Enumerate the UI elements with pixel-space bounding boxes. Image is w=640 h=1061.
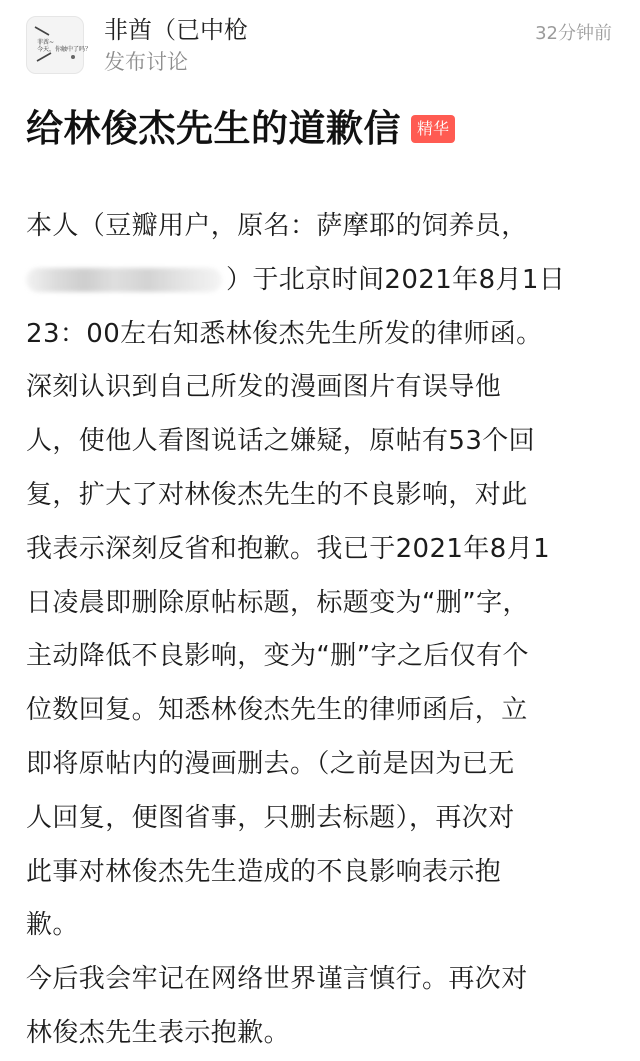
body-line: 人回复，便图省事，只删去标题），再次对 xyxy=(26,802,515,833)
body-line: 本人（豆瓣用户，原名：萨摩耶的饲养员， xyxy=(26,211,528,241)
body-line: 我表示深刻反省和抱歉。我已于2021年8月1 xyxy=(26,533,551,564)
body-line-text: ）于北京时间2021年8月1日 xyxy=(226,264,566,295)
avatar[interactable] xyxy=(26,16,92,74)
body-line: 日凌晨即删除原帖标题，标题变为“删”字， xyxy=(26,587,529,618)
redacted-username-blur xyxy=(26,268,222,292)
body-line: 林俊杰先生表示抱歉。 xyxy=(26,1017,291,1048)
body-line: 深刻认识到自己所发的漫画图片有误导他 xyxy=(26,372,502,403)
body-line: 歉。 xyxy=(26,910,79,941)
post-title-row xyxy=(26,104,455,154)
post-header xyxy=(0,0,640,90)
body-line: 复，扩大了对林俊杰先生的不良影响，对此 xyxy=(26,479,528,510)
body-line-with-redaction xyxy=(26,254,622,308)
body-line: 今后我会牢记在网络世界谨言慎行。再次对 xyxy=(26,964,528,995)
post-body xyxy=(26,200,622,1061)
post-timestamp: 32分钟前 xyxy=(535,23,612,44)
avatar-caption-line: 今天，你触中了吗？ xyxy=(37,46,92,53)
avatar-caption xyxy=(37,39,91,53)
avatar-caption-line: 菲酋~ xyxy=(37,39,55,46)
featured-badge: 精华 xyxy=(411,115,455,143)
post-action-label: 发布讨论 xyxy=(104,50,188,74)
body-line: 主动降低不良影响，变为“删”字之后仅有个 xyxy=(26,641,529,672)
post-title: 给林俊杰先生的道歉信 xyxy=(26,107,401,150)
body-line: 位数回复。知悉林俊杰先生的律师函后，立 xyxy=(26,695,528,726)
body-line: 即将原帖内的漫画删去。（之前是因为已无 xyxy=(26,748,515,779)
body-line: 人，使他人看图说话之嫌疑，原帖有53个回 xyxy=(26,426,536,457)
username[interactable]: 非酋（已中枪 xyxy=(104,16,248,44)
body-line: 23：00左右知悉林俊杰先生所发的律师函。 xyxy=(26,318,543,349)
body-line: 此事对林俊杰先生造成的不良影响表示抱 xyxy=(26,856,502,887)
